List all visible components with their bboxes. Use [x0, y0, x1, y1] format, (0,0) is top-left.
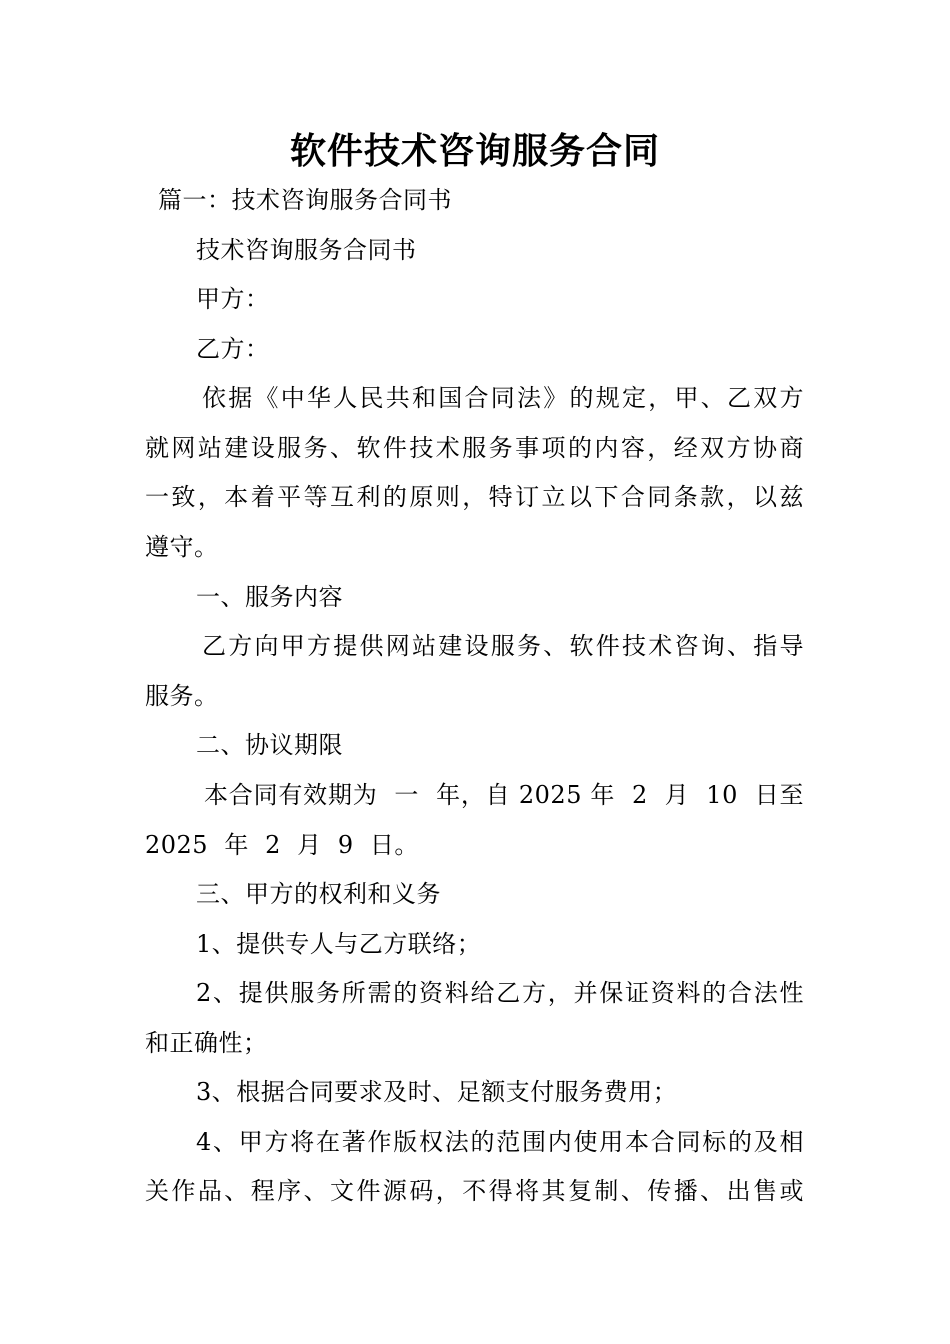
document-title: 软件技术咨询服务合同 — [289, 130, 660, 172]
section-heading-3: 三、甲方的权利和义务 — [196, 880, 441, 908]
list-item: 2、提供服务所需的资料给乙方，并保证资料的合法性 — [196, 979, 804, 1007]
paragraph-line: 乙方向甲方提供网站建设服务、软件技术咨询、指导 — [202, 632, 804, 660]
paragraph-line: 一致，本着平等互利的原则，特订立以下合同条款，以兹 — [145, 483, 804, 511]
paragraph-line: 和正确性； — [145, 1029, 268, 1057]
paragraph-line: 遵守。 — [145, 533, 219, 561]
paragraph-line: 2025 年 2 月 9 日。 — [145, 831, 419, 859]
list-item: 1、提供专人与乙方联络； — [196, 930, 482, 958]
paragraph-line: 关作品、程序、文件源码，不得将其复制、传播、出售或 — [145, 1177, 804, 1205]
section-heading-2: 二、协议期限 — [196, 731, 343, 759]
party-a-label: 甲方： — [196, 285, 270, 313]
section-heading-1: 一、服务内容 — [196, 583, 343, 611]
paragraph-line: 服务。 — [145, 682, 219, 710]
party-b-label: 乙方： — [196, 335, 270, 363]
list-item: 3、根据合同要求及时、足额支付服务费用； — [196, 1078, 678, 1106]
contract-subtitle: 技术咨询服务合同书 — [196, 236, 417, 264]
paragraph-line: 就网站建设服务、软件技术服务事项的内容，经双方协商 — [145, 434, 804, 462]
section-heading-part-one: 篇一：技术咨询服务合同书 — [158, 186, 452, 214]
list-item: 4、甲方将在著作版权法的范围内使用本合同标的及相 — [196, 1128, 804, 1156]
paragraph-line: 本合同有效期为 一 年，自 2025 年 2 月 10 日至 — [204, 781, 804, 809]
paragraph-line: 依据《中华人民共和国合同法》的规定，甲、乙双方 — [202, 384, 804, 412]
